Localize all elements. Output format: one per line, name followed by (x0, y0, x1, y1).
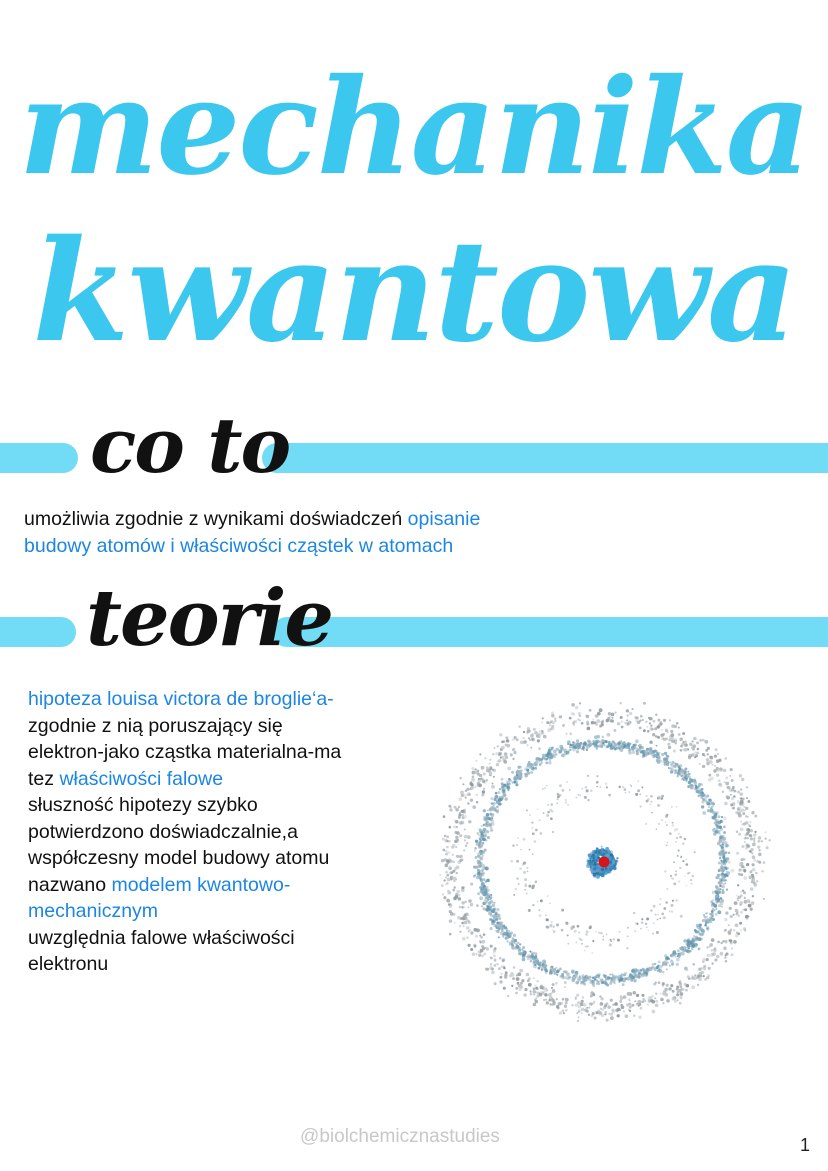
theory-line (28, 925, 428, 952)
theory-line (28, 845, 428, 872)
section-band-right (262, 443, 828, 473)
electron-cloud-atom-illustration (412, 680, 796, 1050)
section-heading-what: co to (90, 401, 290, 490)
theory-highlight: właściwości falowe (59, 767, 224, 790)
theory-line (28, 766, 428, 793)
section-band-right (272, 617, 828, 647)
intro-paragraph (24, 506, 804, 559)
theory-line (28, 686, 428, 713)
theory-line (28, 898, 428, 925)
section-band-left (0, 443, 78, 473)
theory-text: słuszność hipotezy szybko (28, 794, 258, 816)
theory-line (28, 819, 428, 846)
intro-highlight-1: opisanie (407, 508, 481, 530)
theory-line (28, 739, 428, 766)
theory-text: zgodnie z nią poruszający się (28, 714, 283, 737)
theory-highlight: modelem kwantowo- (111, 873, 291, 896)
theory-highlight: mechanicznym (28, 900, 159, 922)
atom-nucleus (599, 857, 610, 868)
title-line-2: kwantowa (32, 210, 796, 374)
section-heading-theories: teorie (86, 573, 333, 664)
theory-text: potwierdzono doświadczalnie,a (28, 820, 298, 843)
theory-line (28, 872, 428, 899)
theory-text: tez (28, 767, 60, 790)
theory-line (28, 951, 428, 978)
theory-text: elektronu (28, 953, 109, 975)
title-line-1: mechanika (18, 50, 810, 205)
theory-line (28, 713, 428, 740)
theory-text: elektron-jako cząstka materialna-ma (28, 741, 342, 763)
theory-text: uwzględnia falowe właściwości (28, 926, 295, 949)
theory-highlight: hipoteza louisa victora de broglie‘a- (28, 688, 334, 710)
theory-paragraph (28, 686, 428, 978)
theory-text: współczesny model budowy atomu (28, 847, 330, 869)
theory-line (28, 792, 428, 819)
intro-text: umożliwia zgodnie z wynikami doświadczeń (24, 508, 408, 530)
theory-text: nazwano (28, 873, 112, 896)
intro-highlight-2: budowy atomów i właściwości cząstek w atomach (24, 534, 454, 557)
page-number: 1 (800, 1135, 811, 1155)
section-band-left (0, 617, 76, 647)
footer-handle: @biolchemicznastudies (300, 1126, 500, 1147)
